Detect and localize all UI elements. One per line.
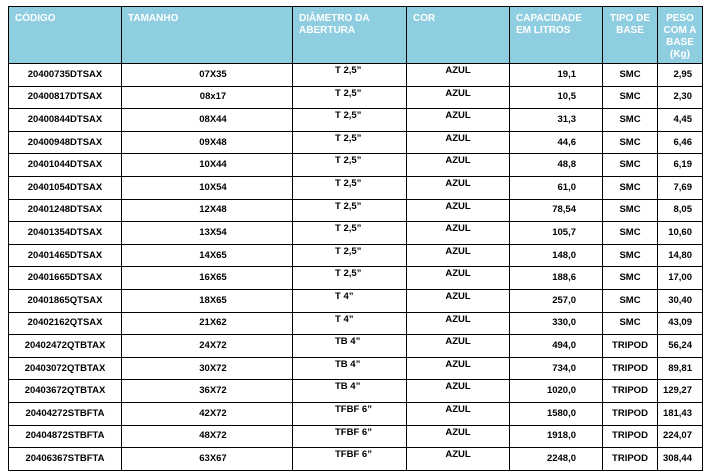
cell-diameter: T 2,5” [293, 199, 407, 222]
cell-code: 20401865QTSAX [9, 289, 122, 312]
cell-diameter: TFBF 6” [293, 425, 407, 448]
cell-base-type: TRIPOD [603, 357, 658, 380]
cell-capacity: 19,1 [510, 64, 603, 87]
table-row [9, 402, 703, 425]
cell-size: 09X48 [122, 131, 293, 154]
cell-base-type: SMC [603, 289, 658, 312]
cell-capacity: 1020,0 [510, 380, 603, 403]
cell-base-type: SMC [603, 244, 658, 267]
cell-size: 12X48 [122, 199, 293, 222]
cell-weight: 4,45 [658, 109, 703, 132]
cell-diameter: T 2,5” [293, 64, 407, 87]
cell-capacity: 78,54 [510, 199, 603, 222]
cell-code: 20404272STBFTA [9, 402, 122, 425]
cell-base-type: SMC [603, 154, 658, 177]
cell-diameter: TFBF 6” [293, 402, 407, 425]
table-row [9, 267, 703, 290]
cell-weight: 8,05 [658, 199, 703, 222]
header-weight: PESO COM A BASE (Kg) [658, 7, 703, 64]
spec-table-container [8, 6, 703, 471]
cell-weight: 129,27 [658, 380, 703, 403]
table-row [9, 222, 703, 245]
cell-code: 20403072QTBTAX [9, 357, 122, 380]
cell-size: 21X62 [122, 312, 293, 335]
table-row [9, 425, 703, 448]
cell-base-type: TRIPOD [603, 380, 658, 403]
cell-capacity: 10,5 [510, 86, 603, 109]
cell-weight: 43,09 [658, 312, 703, 335]
cell-diameter: T 2,5” [293, 86, 407, 109]
cell-base-type: SMC [603, 86, 658, 109]
cell-weight: 181,43 [658, 402, 703, 425]
cell-base-type: SMC [603, 267, 658, 290]
cell-weight: 14,80 [658, 244, 703, 267]
cell-color: AZUL [407, 64, 510, 87]
cell-base-type: SMC [603, 131, 658, 154]
cell-capacity: 1580,0 [510, 402, 603, 425]
cell-weight: 6,46 [658, 131, 703, 154]
cell-color: AZUL [407, 425, 510, 448]
cell-diameter: TB 4” [293, 335, 407, 358]
cell-color: AZUL [407, 154, 510, 177]
cell-base-type: SMC [603, 312, 658, 335]
cell-capacity: 188,6 [510, 267, 603, 290]
cell-weight: 10,60 [658, 222, 703, 245]
cell-weight: 30,40 [658, 289, 703, 312]
table-row [9, 131, 703, 154]
cell-code: 20401054DTSAX [9, 176, 122, 199]
cell-size: 08x17 [122, 86, 293, 109]
cell-code: 20400844DTSAX [9, 109, 122, 132]
cell-weight: 17,00 [658, 267, 703, 290]
cell-code: 20401354DTSAX [9, 222, 122, 245]
cell-diameter: T 2,5” [293, 222, 407, 245]
cell-size: 42X72 [122, 402, 293, 425]
cell-diameter: T 4” [293, 289, 407, 312]
cell-diameter: TFBF 6” [293, 448, 407, 471]
table-row [9, 289, 703, 312]
cell-size: 24X72 [122, 335, 293, 358]
cell-color: AZUL [407, 289, 510, 312]
cell-code: 20401465DTSAX [9, 244, 122, 267]
cell-weight: 7,69 [658, 176, 703, 199]
cell-weight: 2,95 [658, 64, 703, 87]
table-row [9, 176, 703, 199]
header-color: COR [407, 7, 510, 64]
cell-color: AZUL [407, 222, 510, 245]
table-row [9, 244, 703, 267]
cell-capacity: 44,6 [510, 131, 603, 154]
table-row [9, 335, 703, 358]
cell-color: AZUL [407, 402, 510, 425]
cell-size: 63X67 [122, 448, 293, 471]
cell-base-type: SMC [603, 176, 658, 199]
cell-color: AZUL [407, 448, 510, 471]
cell-size: 10X44 [122, 154, 293, 177]
cell-diameter: T 2,5” [293, 176, 407, 199]
cell-color: AZUL [407, 312, 510, 335]
table-row [9, 86, 703, 109]
cell-color: AZUL [407, 109, 510, 132]
table-row [9, 154, 703, 177]
cell-code: 20402472QTBTAX [9, 335, 122, 358]
header-base-type: TIPO DE BASE [603, 7, 658, 64]
cell-size: 13X54 [122, 222, 293, 245]
cell-base-type: SMC [603, 199, 658, 222]
cell-base-type: TRIPOD [603, 425, 658, 448]
cell-diameter: TB 4” [293, 357, 407, 380]
table-body [9, 64, 703, 471]
cell-diameter: T 2,5” [293, 109, 407, 132]
cell-weight: 224,07 [658, 425, 703, 448]
cell-capacity: 257,0 [510, 289, 603, 312]
cell-diameter: T 2,5” [293, 154, 407, 177]
cell-capacity: 31,3 [510, 109, 603, 132]
cell-base-type: TRIPOD [603, 448, 658, 471]
cell-code: 20402162QTSAX [9, 312, 122, 335]
cell-code: 20401248DTSAX [9, 199, 122, 222]
header-diameter: DIÂMETRO DA ABERTURA [293, 7, 407, 64]
cell-capacity: 148,0 [510, 244, 603, 267]
cell-color: AZUL [407, 199, 510, 222]
table-row [9, 380, 703, 403]
cell-size: 36X72 [122, 380, 293, 403]
cell-weight: 89,81 [658, 357, 703, 380]
cell-size: 48X72 [122, 425, 293, 448]
cell-size: 10X54 [122, 176, 293, 199]
table-row [9, 357, 703, 380]
cell-weight: 308,44 [658, 448, 703, 471]
cell-diameter: TB 4” [293, 380, 407, 403]
cell-color: AZUL [407, 357, 510, 380]
header-code: CÓDIGO [9, 7, 122, 64]
table-header-row [9, 7, 703, 64]
cell-code: 20401665DTSAX [9, 267, 122, 290]
cell-code: 20400948DTSAX [9, 131, 122, 154]
cell-capacity: 734,0 [510, 357, 603, 380]
cell-size: 16X65 [122, 267, 293, 290]
cell-code: 20406367STBFTA [9, 448, 122, 471]
cell-color: AZUL [407, 380, 510, 403]
table-row [9, 109, 703, 132]
cell-color: AZUL [407, 86, 510, 109]
cell-capacity: 494,0 [510, 335, 603, 358]
cell-base-type: SMC [603, 222, 658, 245]
cell-capacity: 2248,0 [510, 448, 603, 471]
table-row [9, 199, 703, 222]
cell-size: 30X72 [122, 357, 293, 380]
cell-code: 20400735DTSAX [9, 64, 122, 87]
header-capacity: CAPACIDADE EM LITROS [510, 7, 603, 64]
cell-capacity: 61,0 [510, 176, 603, 199]
cell-code: 20404872STBFTA [9, 425, 122, 448]
cell-capacity: 1918,0 [510, 425, 603, 448]
cell-diameter: T 4” [293, 312, 407, 335]
cell-base-type: TRIPOD [603, 335, 658, 358]
cell-code: 20400817DTSAX [9, 86, 122, 109]
table-row [9, 448, 703, 471]
cell-weight: 6,19 [658, 154, 703, 177]
cell-size: 14X65 [122, 244, 293, 267]
table-row [9, 312, 703, 335]
cell-base-type: SMC [603, 109, 658, 132]
cell-size: 08X44 [122, 109, 293, 132]
cell-color: AZUL [407, 335, 510, 358]
table-row [9, 64, 703, 87]
cell-base-type: TRIPOD [603, 402, 658, 425]
cell-diameter: T 2,5” [293, 131, 407, 154]
cell-color: AZUL [407, 176, 510, 199]
cell-color: AZUL [407, 244, 510, 267]
header-size: TAMANHO [122, 7, 293, 64]
cell-diameter: T 2,5” [293, 267, 407, 290]
cell-capacity: 105,7 [510, 222, 603, 245]
cell-code: 20403672QTBTAX [9, 380, 122, 403]
cell-color: AZUL [407, 267, 510, 290]
cell-weight: 56,24 [658, 335, 703, 358]
product-spec-table [8, 6, 703, 471]
cell-weight: 2,30 [658, 86, 703, 109]
cell-capacity: 48,8 [510, 154, 603, 177]
cell-diameter: T 2,5” [293, 244, 407, 267]
cell-size: 18X65 [122, 289, 293, 312]
cell-size: 07X35 [122, 64, 293, 87]
cell-code: 20401044DTSAX [9, 154, 122, 177]
cell-capacity: 330,0 [510, 312, 603, 335]
cell-color: AZUL [407, 131, 510, 154]
cell-base-type: SMC [603, 64, 658, 87]
